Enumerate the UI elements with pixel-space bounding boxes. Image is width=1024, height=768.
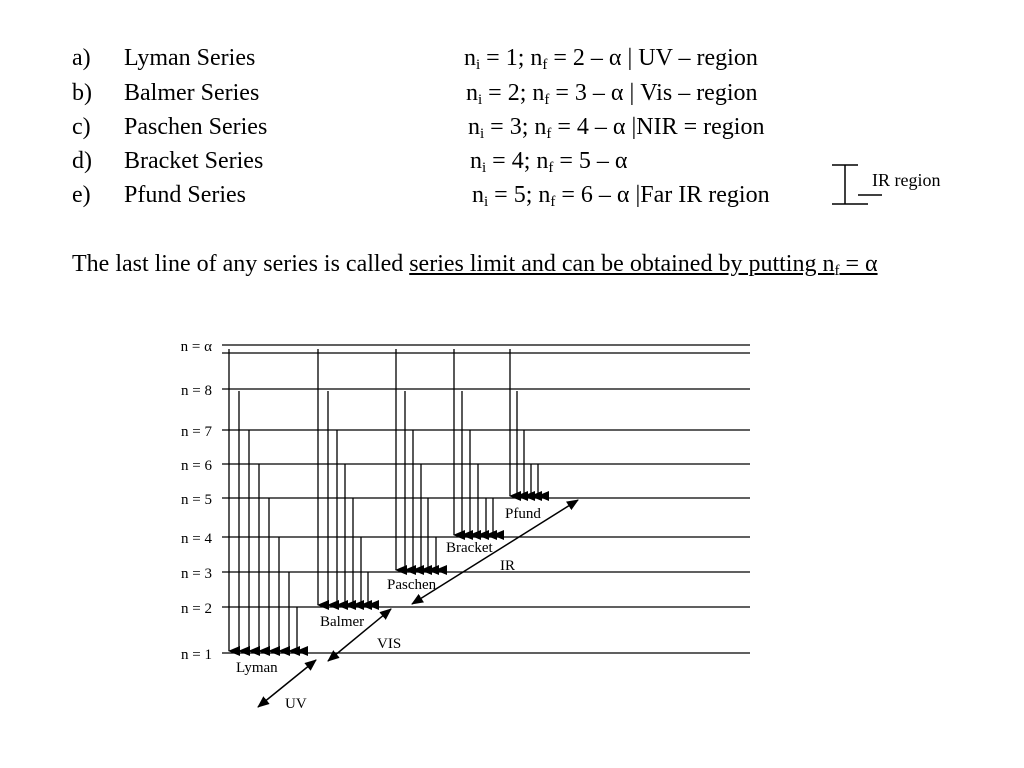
- series-formula: $n_i = 2$; $n_f = 3 - \alpha$ | Vis – region: [466, 80, 758, 108]
- series-label: Lyman: [236, 660, 278, 676]
- ir-bracket: [832, 165, 882, 204]
- region-label: VIS: [377, 636, 402, 652]
- series-formula: $n_i = 3$; $n_f = 4 - \alpha$ |NIR = region: [468, 114, 765, 142]
- series-name: Bracket Series: [124, 148, 264, 174]
- series-letter: a): [72, 45, 91, 71]
- ir-region-label: IR region: [872, 170, 941, 190]
- energy-level-label: n = 6: [181, 458, 212, 474]
- series-letter: e): [72, 182, 91, 208]
- energy-level-label: n = 3: [181, 566, 212, 582]
- paragraph-text: The last line of any series is called: [72, 251, 410, 277]
- series-label: Paschen: [387, 577, 437, 593]
- series-letter: b): [72, 80, 92, 106]
- series-name: Balmer Series: [124, 80, 260, 106]
- energy-level-label: n = 2: [181, 601, 212, 617]
- energy-level-label: n = 4: [181, 531, 212, 547]
- energy-level-label: n = 7: [181, 424, 212, 440]
- series-label: Balmer: [320, 614, 365, 630]
- series-name: Lyman Series: [124, 45, 256, 71]
- region-label: IR: [500, 558, 515, 574]
- series-letter: d): [72, 148, 92, 174]
- paragraph-underlined: series limit and can be obtained by putting $n_f = \alpha$: [409, 251, 878, 279]
- series-label: Pfund: [505, 506, 541, 522]
- region-label: UV: [285, 696, 307, 712]
- series-label: Bracket: [446, 540, 493, 556]
- energy-level-label: n = α: [180, 339, 212, 355]
- series-formula: $n_i = 1$; $n_f = 2 - \alpha$ | UV – region: [464, 45, 758, 73]
- energy-level-label: n = 1: [181, 647, 212, 663]
- energy-level-label: n = 8: [181, 383, 212, 399]
- series-letter: c): [72, 114, 91, 140]
- energy-level-label: n = 5: [181, 492, 212, 508]
- series-formula: $n_i = 5$; $n_f = 6 - \alpha$ |Far IR region: [472, 182, 770, 210]
- series-formula: $n_i = 4$; $n_f = 5 - \alpha$: [470, 148, 628, 176]
- series-name: Pfund Series: [124, 182, 246, 208]
- series-name: Paschen Series: [124, 114, 268, 140]
- region-arrow: [412, 500, 578, 604]
